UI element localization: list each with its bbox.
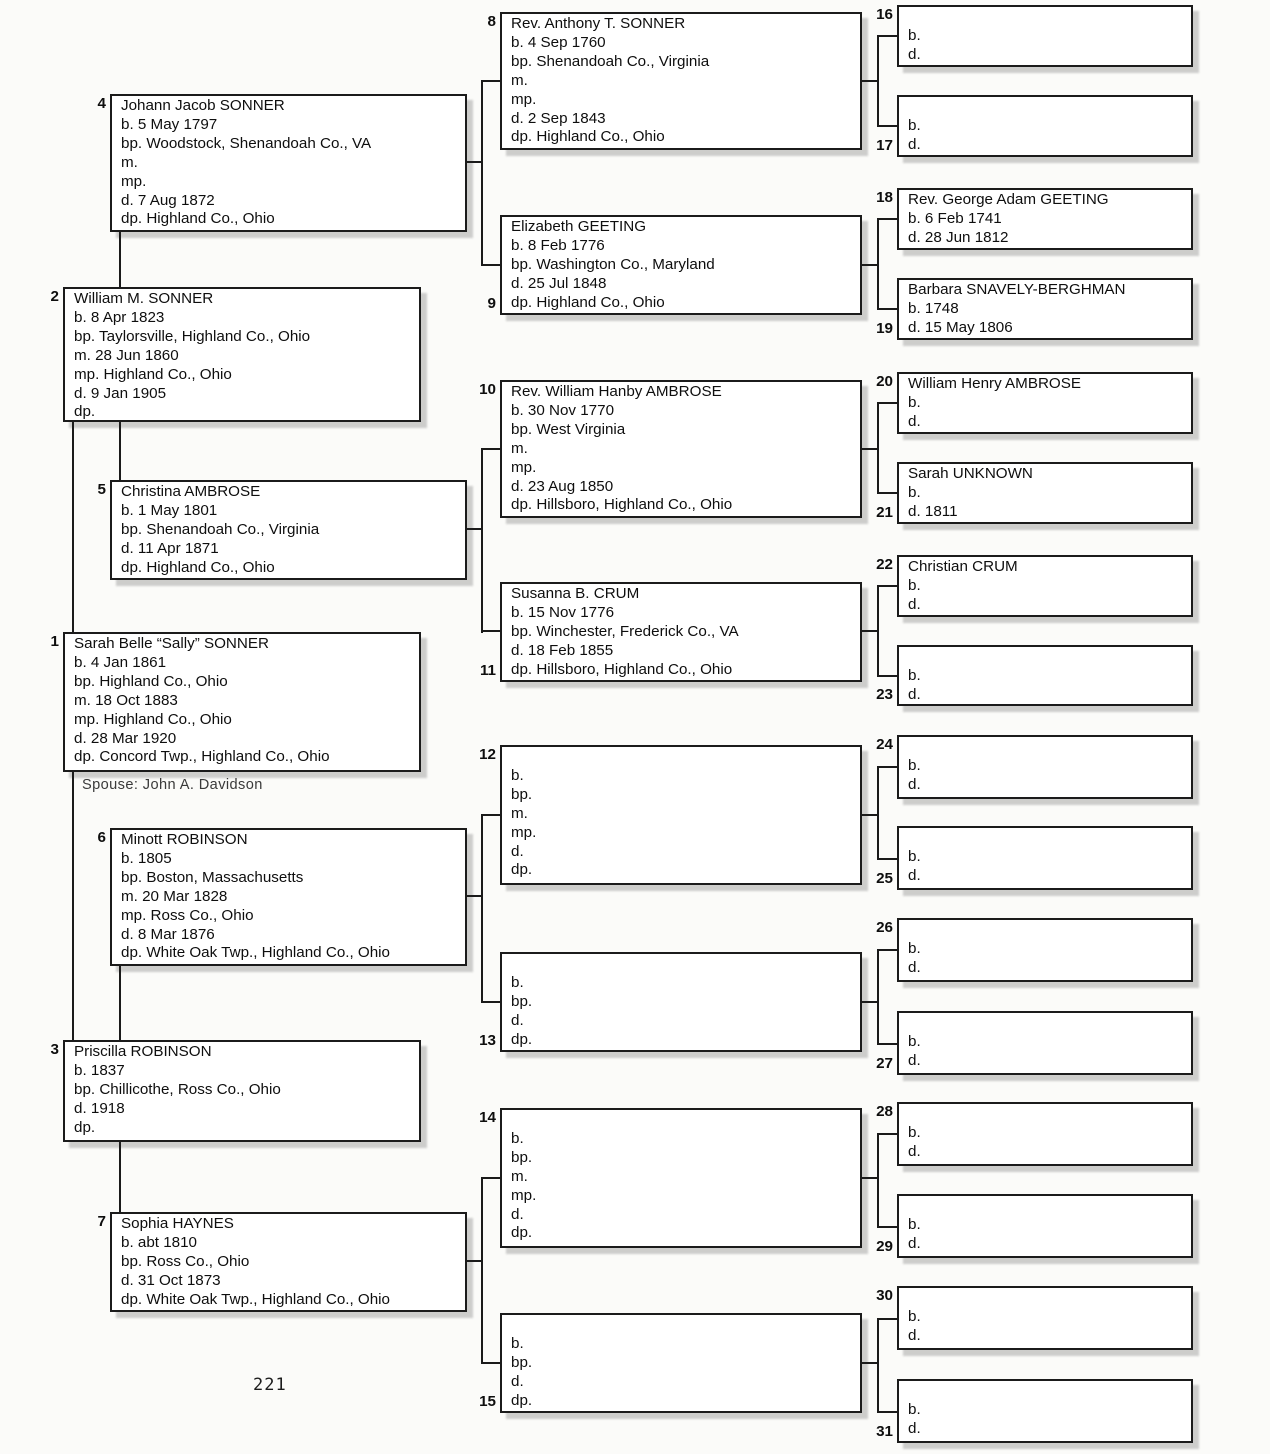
person-detail: d. [908, 45, 921, 63]
person-number-23: 23 [876, 686, 893, 703]
person-detail: m. [121, 153, 138, 171]
person-detail: b. [908, 393, 921, 411]
person-detail: dp. Highland Co., Ohio [121, 210, 275, 228]
person-detail: dp. [511, 1030, 533, 1048]
person-detail: b. [908, 483, 921, 501]
person-box-2 [63, 287, 421, 422]
person-detail: d. [511, 1205, 524, 1223]
person-number-30: 30 [876, 1287, 893, 1304]
person-detail: d. 9 Jan 1905 [74, 384, 167, 402]
person-detail: d. 15 May 1806 [908, 318, 1013, 336]
person-box-6 [110, 828, 467, 966]
person-detail: b. abt 1810 [121, 1233, 198, 1251]
person-detail: bp. Highland Co., Ohio [74, 672, 228, 690]
connector-line [860, 630, 878, 632]
person-box-9 [500, 215, 862, 315]
person-name: Johann Jacob SONNER [121, 97, 285, 114]
person-name [908, 98, 1187, 117]
person-number-29: 29 [876, 1238, 893, 1255]
person-box-19 [897, 278, 1193, 340]
person-detail: d. 8 Mar 1876 [121, 925, 215, 943]
person-box-15 [500, 1313, 862, 1413]
connector-line [877, 218, 879, 310]
person-detail: mp. [511, 90, 537, 108]
connector-line [860, 1001, 878, 1003]
person-name [908, 8, 1187, 27]
person-detail: b. 5 May 1797 [121, 115, 218, 133]
person-box-29 [897, 1194, 1193, 1258]
person-name [908, 648, 1187, 667]
connector-line [877, 1411, 897, 1413]
person-detail: bp. Woodstock, Shenandoah Co., VA [121, 134, 372, 152]
person-number-17: 17 [876, 137, 893, 154]
person-box-4 [110, 94, 467, 232]
person-detail: mp. [511, 458, 537, 476]
person-detail: dp. [74, 403, 96, 421]
connector-line [481, 264, 500, 266]
person-name: Sophia HAYNES [121, 1215, 234, 1232]
person-detail: dp. [74, 1118, 96, 1136]
person-detail: b. [908, 1215, 921, 1233]
person-detail: m. [511, 804, 528, 822]
person-detail: d. [908, 1419, 921, 1437]
person-box-24 [897, 735, 1193, 799]
person-name: Rev. George Adam GEETING [908, 191, 1109, 208]
person-box-13 [500, 952, 862, 1052]
connector-line [877, 218, 897, 220]
person-name: Sarah UNKNOWN [908, 465, 1033, 482]
connector-line [877, 1043, 897, 1045]
person-detail: bp. [511, 785, 533, 803]
connector-line [466, 895, 482, 897]
person-number-24: 24 [876, 736, 893, 753]
person-detail: b. [511, 1334, 524, 1352]
connector-line [860, 264, 878, 266]
connector-line [481, 448, 500, 450]
connector-line [466, 1260, 482, 1262]
person-number-10: 10 [479, 381, 496, 398]
connector-line [877, 766, 879, 860]
person-detail: m. 28 Jun 1860 [74, 346, 179, 364]
person-number-2: 2 [50, 288, 59, 305]
person-detail: d. [908, 1051, 921, 1069]
person-detail: dp. Highland Co., Ohio [511, 293, 665, 311]
person-number-26: 26 [876, 919, 893, 936]
person-name [908, 1197, 1187, 1216]
person-name [511, 748, 856, 767]
connector-line [877, 1226, 897, 1228]
person-number-22: 22 [876, 556, 893, 573]
person-detail: d. [908, 1234, 921, 1252]
connector-line [877, 949, 897, 951]
person-detail: mp. Ross Co., Ohio [121, 906, 254, 924]
connector-line [860, 1177, 878, 1179]
person-detail: d. [908, 775, 921, 793]
person-box-16 [897, 5, 1193, 67]
person-name: Rev. Anthony T. SONNER [511, 15, 686, 32]
person-detail: dp. Hillsboro, Highland Co., Ohio [511, 496, 733, 514]
person-detail: b. 1748 [908, 299, 959, 317]
person-number-14: 14 [479, 1109, 496, 1126]
person-detail: bp. Ross Co., Ohio [121, 1252, 250, 1270]
person-name [511, 955, 856, 974]
person-detail: bp. Chillicothe, Ross Co., Ohio [74, 1080, 281, 1098]
person-name [511, 1111, 856, 1130]
person-number-27: 27 [876, 1055, 893, 1072]
person-detail: bp. [511, 1148, 533, 1166]
person-box-23 [897, 645, 1193, 706]
person-detail: bp. Boston, Massachusetts [121, 868, 304, 886]
person-detail: b. 4 Jan 1861 [74, 653, 167, 671]
person-number-5: 5 [97, 481, 106, 498]
person-box-25 [897, 826, 1193, 890]
person-detail: b. [908, 847, 921, 865]
person-name: Rev. William Hanby AMBROSE [511, 383, 722, 400]
person-detail: d. [908, 866, 921, 884]
connector-line [877, 766, 897, 768]
connector-line [466, 161, 482, 163]
person-detail: b. [511, 973, 524, 991]
person-box-31 [897, 1379, 1193, 1443]
connector-line [877, 1318, 879, 1413]
connector-line [481, 630, 500, 632]
person-detail: dp. Concord Twp., Highland Co., Ohio [74, 748, 330, 766]
person-number-21: 21 [876, 504, 893, 521]
person-detail: dp. White Oak Twp., Highland Co., Ohio [121, 944, 391, 962]
person-number-31: 31 [876, 1423, 893, 1440]
person-number-20: 20 [876, 373, 893, 390]
person-box-20 [897, 372, 1193, 434]
connector-line [877, 858, 897, 860]
person-box-14 [500, 1108, 862, 1248]
person-number-16: 16 [876, 6, 893, 23]
person-name [908, 1105, 1187, 1124]
person-detail: dp. [511, 1224, 533, 1242]
person-box-8 [500, 12, 862, 150]
person-number-28: 28 [876, 1103, 893, 1120]
person-number-9: 9 [487, 295, 496, 312]
person-detail: bp. Shenandoah Co., Virginia [121, 520, 320, 538]
person-detail: b. [908, 939, 921, 957]
person-name: William M. SONNER [74, 290, 214, 307]
person-detail: mp. [511, 1186, 537, 1204]
person-detail: d. 18 Feb 1855 [511, 641, 614, 659]
person-detail: dp. Highland Co., Ohio [511, 128, 665, 146]
person-detail: d. 11 Apr 1871 [121, 539, 219, 557]
connector-line [877, 402, 879, 494]
person-box-22 [897, 555, 1193, 617]
person-detail: b. [908, 1123, 921, 1141]
person-box-11 [500, 582, 862, 682]
person-number-1: 1 [50, 633, 59, 650]
person-detail: d. 1811 [908, 502, 958, 520]
person-box-21 [897, 462, 1193, 524]
person-detail: d. 25 Jul 1848 [511, 274, 607, 292]
person-detail: b. [908, 26, 921, 44]
person-detail: d. 1918 [74, 1099, 125, 1117]
connector-line [860, 448, 878, 450]
person-detail: bp. Taylorsville, Highland Co., Ohio [74, 327, 311, 345]
person-box-30 [897, 1286, 1193, 1350]
person-detail: b. 4 Sep 1760 [511, 33, 606, 51]
person-name: Minott ROBINSON [121, 831, 248, 848]
person-name: Susanna B. CRUM [511, 585, 640, 602]
person-number-7: 7 [97, 1213, 106, 1230]
connector-line [877, 1133, 897, 1135]
connector-line [481, 814, 500, 816]
person-detail: bp. Shenandoah Co., Virginia [511, 52, 710, 70]
person-name [908, 921, 1187, 940]
person-number-11: 11 [479, 662, 496, 679]
person-detail: m. 18 Oct 1883 [74, 691, 178, 709]
person-detail: b. 8 Feb 1776 [511, 236, 605, 254]
person-detail: b. 8 Apr 1823 [74, 308, 165, 326]
connector-line [481, 1362, 500, 1364]
person-detail: b. [908, 1032, 921, 1050]
person-detail: d. 23 Aug 1850 [511, 477, 614, 495]
person-detail: b. [908, 576, 921, 594]
person-detail: mp. [121, 172, 147, 190]
connector-line [877, 1318, 897, 1320]
person-detail: b. [908, 756, 921, 774]
connector-line [860, 1362, 878, 1364]
person-number-3: 3 [50, 1041, 59, 1058]
person-name: Barbara SNAVELY-BERGHMAN [908, 281, 1126, 298]
person-number-15: 15 [479, 1393, 496, 1410]
person-detail: d. [908, 958, 921, 976]
connector-line [877, 125, 897, 127]
person-detail: b. 15 Nov 1776 [511, 603, 615, 621]
connector-line [877, 1133, 879, 1228]
person-detail: d. [908, 685, 921, 703]
connector-line [481, 1001, 500, 1003]
person-box-17 [897, 95, 1193, 157]
person-detail: b. [908, 666, 921, 684]
connector-line [877, 675, 897, 677]
connector-line [481, 1177, 500, 1179]
connector-line [860, 814, 878, 816]
person-detail: d. 28 Jun 1812 [908, 228, 1009, 246]
connector-line [877, 492, 897, 494]
person-box-10 [500, 380, 862, 518]
person-box-5 [110, 480, 467, 580]
person-detail: d. 28 Mar 1920 [74, 729, 177, 747]
person-detail: b. 1805 [121, 849, 172, 867]
person-detail: dp. Highland Co., Ohio [121, 558, 275, 576]
person-name: Elizabeth GEETING [511, 218, 647, 235]
connector-line [877, 585, 879, 677]
person-box-12 [500, 745, 862, 885]
person-detail: dp. Hillsboro, Highland Co., Ohio [511, 660, 733, 678]
connector-line [877, 585, 897, 587]
person-name: William Henry AMBROSE [908, 375, 1081, 392]
person-detail: d. [908, 135, 921, 153]
person-detail: d. 31 Oct 1873 [121, 1271, 221, 1289]
person-detail: d. 2 Sep 1843 [511, 109, 606, 127]
person-detail: d. [511, 1011, 524, 1029]
person-detail: d. [908, 1326, 921, 1344]
connector-line [860, 80, 878, 82]
person-detail: bp. Washington Co., Maryland [511, 255, 715, 273]
person-name [908, 1289, 1187, 1308]
person-name: Christina AMBROSE [121, 483, 261, 500]
connector-line [481, 80, 500, 82]
person-number-18: 18 [876, 189, 893, 206]
person-detail: dp. [511, 861, 533, 879]
person-detail: bp. West Virginia [511, 420, 626, 438]
person-box-1 [63, 632, 421, 772]
person-detail: d. [511, 842, 524, 860]
person-detail: mp. [511, 823, 537, 841]
person-detail: b. [908, 1400, 921, 1418]
person-name [908, 1382, 1187, 1401]
connector-line [877, 949, 879, 1045]
person-detail: b. [511, 766, 524, 784]
person-number-12: 12 [479, 746, 496, 763]
person-detail: b. 6 Feb 1741 [908, 209, 1002, 227]
person-detail: b. [908, 1307, 921, 1325]
person-number-8: 8 [487, 13, 496, 30]
person-detail: d. [908, 1142, 921, 1160]
person-detail: bp. [511, 1353, 533, 1371]
person-detail: m. [511, 439, 528, 457]
person-number-4: 4 [97, 95, 106, 112]
person-detail: bp. [511, 992, 533, 1010]
person-detail: m. [511, 1167, 528, 1185]
page-number: 221 [253, 1375, 287, 1395]
connector-line [877, 308, 897, 310]
person-detail: m. 20 Mar 1828 [121, 887, 228, 905]
person-number-13: 13 [479, 1032, 496, 1049]
person-box-3 [63, 1040, 421, 1142]
person-box-7 [110, 1212, 467, 1312]
spouse-note: Spouse: John A. Davidson [82, 777, 263, 793]
person-detail: dp. White Oak Twp., Highland Co., Ohio [121, 1290, 391, 1308]
person-name: Christian CRUM [908, 558, 1018, 575]
person-detail: mp. Highland Co., Ohio [74, 710, 232, 728]
person-name [908, 1014, 1187, 1033]
connector-line [481, 80, 483, 266]
person-name [908, 738, 1187, 757]
person-name: Priscilla ROBINSON [74, 1043, 212, 1060]
person-detail: d. [908, 595, 921, 613]
person-detail: m. [511, 71, 528, 89]
person-detail: b. 1837 [74, 1061, 125, 1079]
person-detail: d. [908, 412, 921, 430]
person-detail: b. [511, 1129, 524, 1147]
person-box-27 [897, 1011, 1193, 1075]
person-detail: d. [511, 1372, 524, 1390]
person-detail: b. 30 Nov 1770 [511, 401, 615, 419]
person-number-6: 6 [97, 829, 106, 846]
connector-line [481, 1177, 483, 1364]
person-name: Sarah Belle “Sally” SONNER [74, 635, 269, 652]
person-detail: mp. Highland Co., Ohio [74, 365, 232, 383]
person-detail: b. 1 May 1801 [121, 501, 218, 519]
connector-line [877, 402, 897, 404]
person-box-28 [897, 1102, 1193, 1166]
person-name [908, 829, 1187, 848]
person-name [511, 1316, 856, 1335]
person-detail: dp. [511, 1391, 533, 1409]
person-detail: b. [908, 116, 921, 134]
person-box-26 [897, 918, 1193, 982]
connector-line [481, 448, 483, 633]
person-detail: d. 7 Aug 1872 [121, 191, 215, 209]
connector-line [877, 35, 879, 127]
person-number-25: 25 [876, 870, 893, 887]
person-box-18 [897, 188, 1193, 250]
connector-line [466, 528, 482, 530]
person-number-19: 19 [876, 320, 893, 337]
connector-line [481, 814, 483, 1003]
connector-line [877, 35, 897, 37]
person-detail: bp. Winchester, Frederick Co., VA [511, 622, 739, 640]
